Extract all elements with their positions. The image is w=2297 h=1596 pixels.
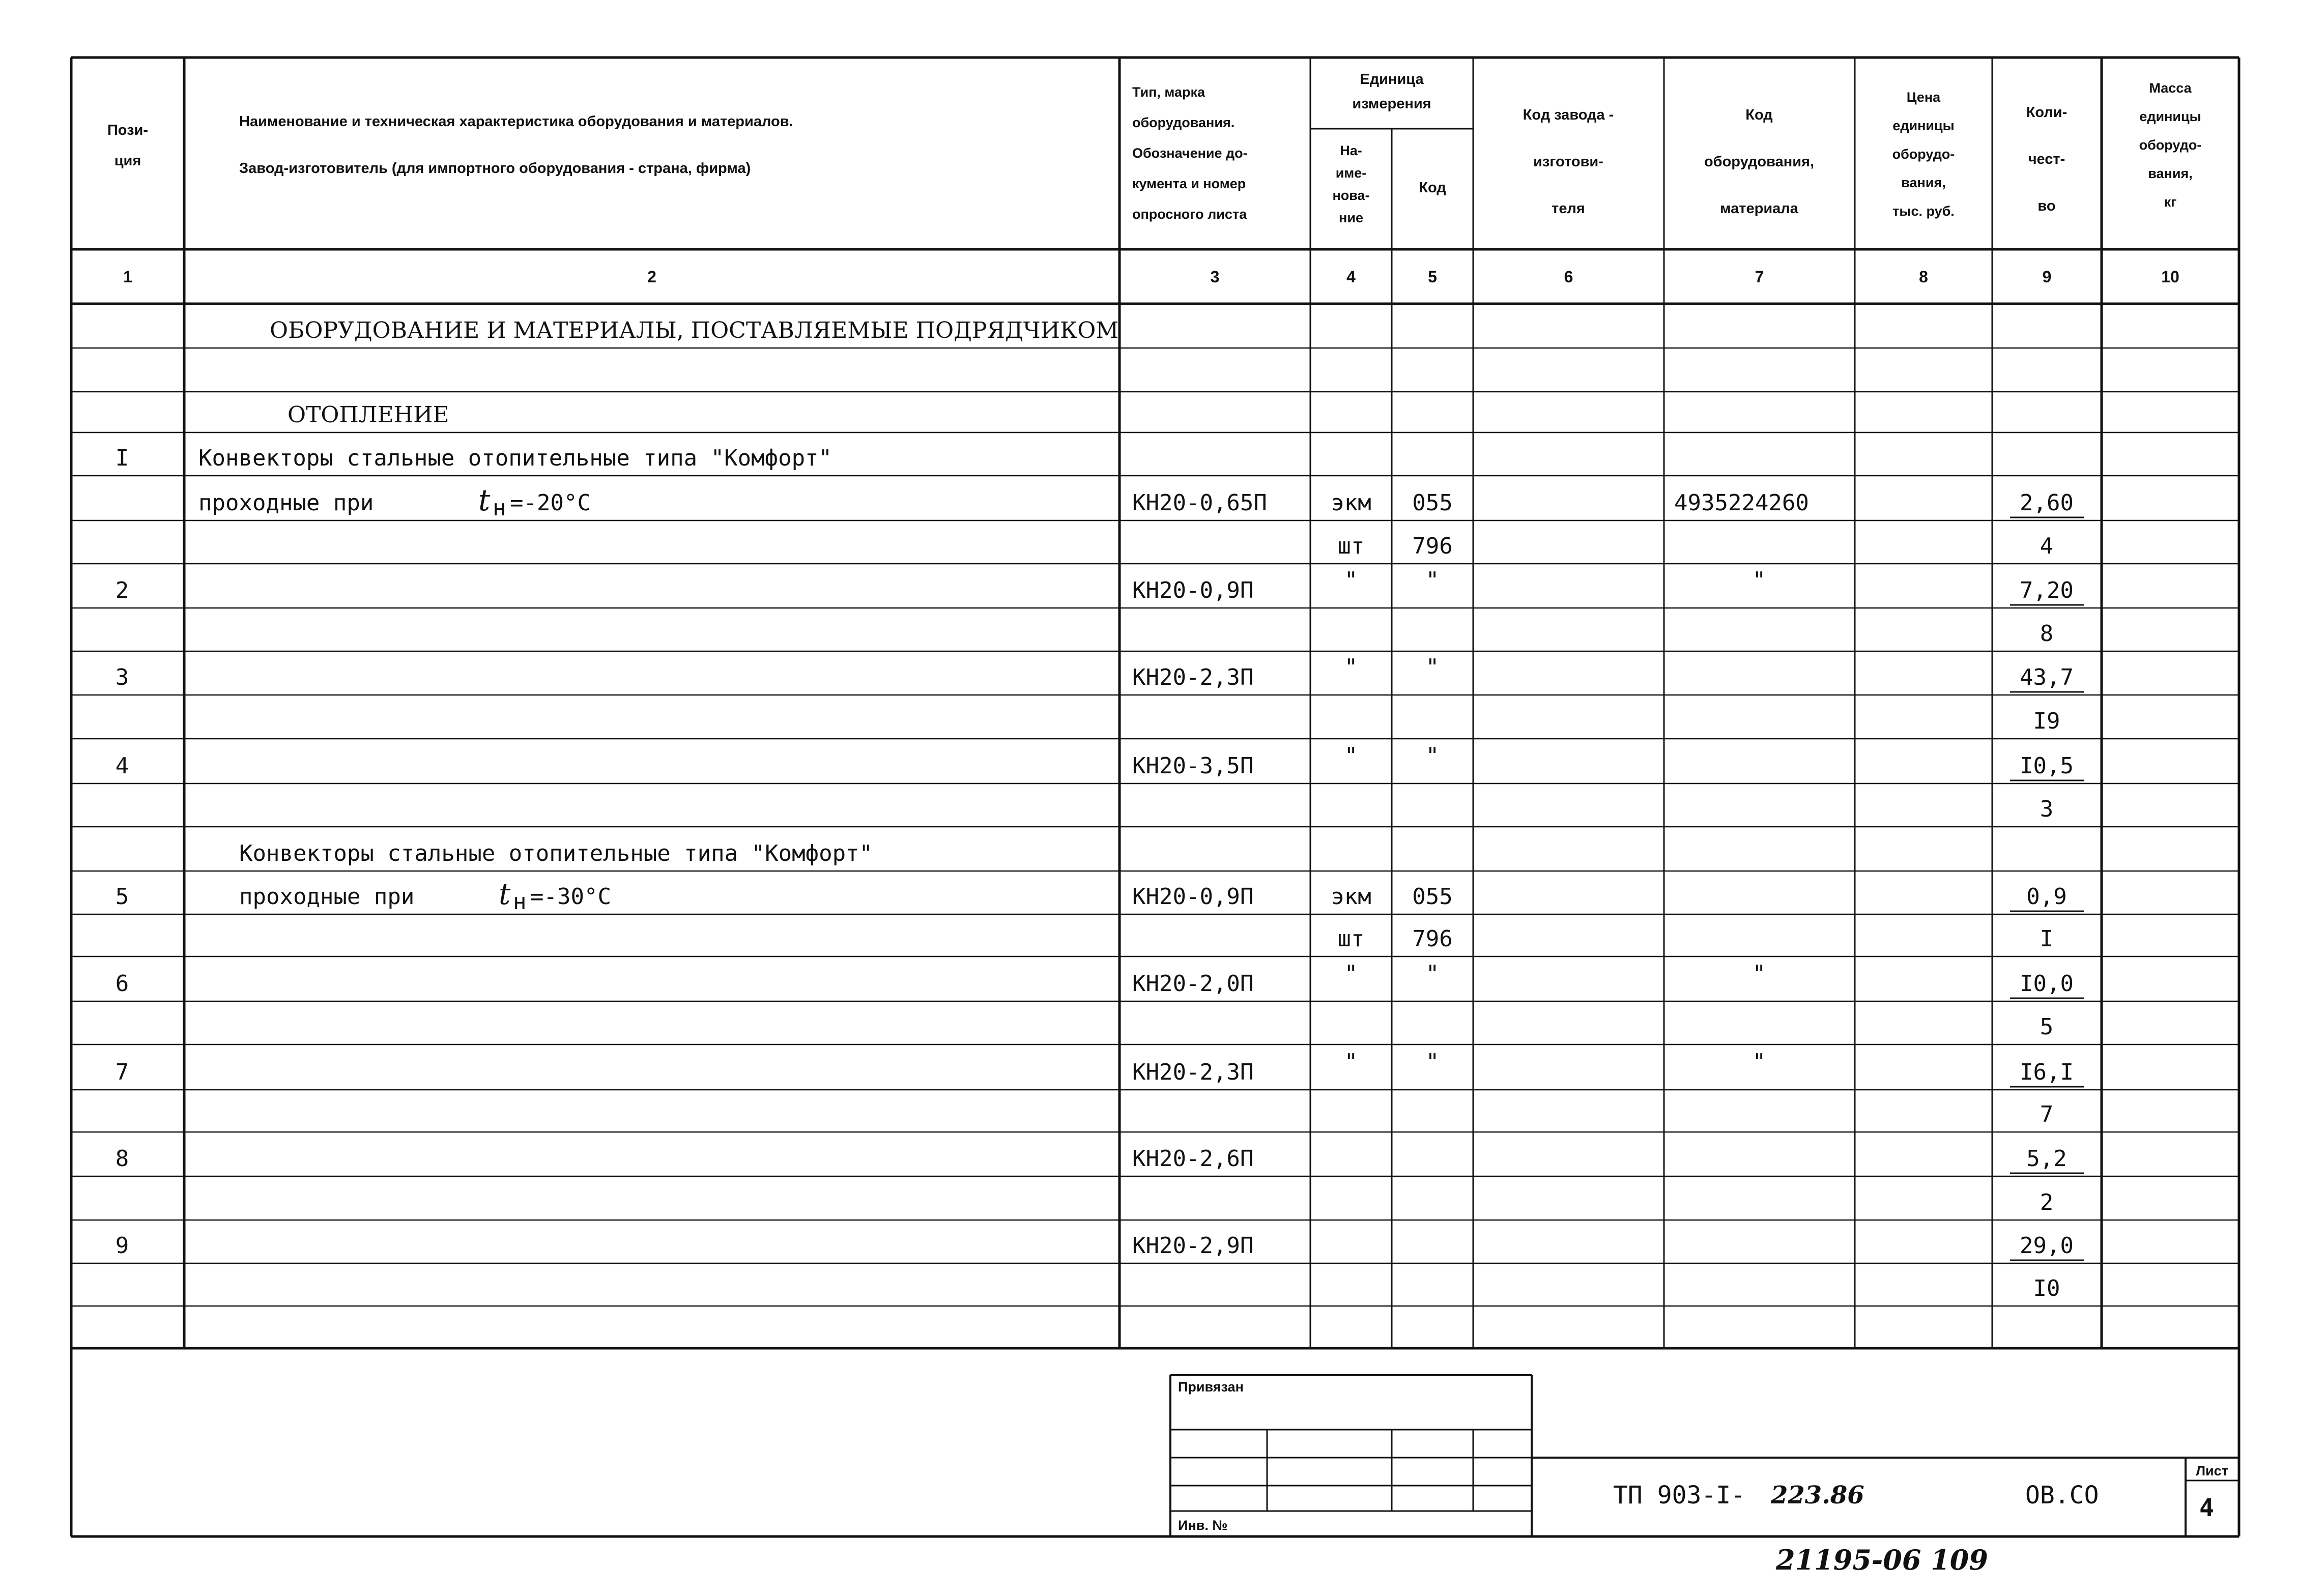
header-unit-price: единицы: [1892, 118, 1955, 133]
row-description: ОБОРУДОВАНИЕ И МАТЕРИАЛЫ, ПОСТАВЛЯЕМЫЕ ПОДРЯДЧИКОМ: [270, 317, 1119, 343]
row-unit: ": [1344, 743, 1358, 769]
header-type: Обозначение до-: [1132, 146, 1248, 161]
header-unit-price: оборудо-: [1892, 147, 1955, 162]
row-unit-code: ": [1425, 961, 1440, 986]
row-position: 2: [115, 577, 129, 603]
header-unit-mass: вания,: [2148, 166, 2193, 181]
column-number: 6: [1564, 268, 1573, 286]
header-unit-mass: Масса: [2149, 80, 2192, 96]
row-quantity: 8: [2040, 621, 2054, 647]
temperature-value: =-20°C: [510, 490, 591, 516]
row-description: Конвекторы стальные отопительные типа "Комфорт": [198, 445, 832, 471]
row-quantity: 3: [2040, 796, 2054, 822]
row-type: КН20-2,0П: [1132, 971, 1254, 997]
sheet-number: 4: [2199, 1494, 2214, 1522]
header-unit-name: ние: [1339, 210, 1363, 225]
row-type: КН20-0,9П: [1132, 577, 1254, 603]
header-unit-mass: оборудо-: [2139, 137, 2202, 153]
row-unit: ": [1344, 961, 1358, 986]
header-position: ция: [114, 153, 141, 169]
temperature-subscript: н: [513, 889, 527, 915]
document-mark: ОВ.СО: [2025, 1481, 2099, 1510]
header-equipment-code: Код: [1745, 107, 1773, 123]
header-unit-code: Код: [1419, 180, 1446, 196]
header-type: кумента и номер: [1132, 176, 1246, 191]
row-quantity: 0,9: [2026, 884, 2067, 910]
row-unit-code: 055: [1412, 490, 1453, 516]
row-unit: шт: [1337, 926, 1365, 952]
row-quantity: I0,0: [2020, 971, 2074, 997]
column-number: 1: [123, 268, 132, 286]
header-quantity: чест-: [2028, 151, 2065, 167]
header-type: оборудования.: [1132, 115, 1235, 130]
row-type: КН20-2,3П: [1132, 1059, 1254, 1085]
row-unit-code: ": [1425, 567, 1440, 593]
header-position: Пози-: [107, 122, 149, 138]
row-position: 5: [115, 884, 129, 910]
header-quantity: Коли-: [2026, 104, 2068, 121]
handwritten-note: 21195-06 109: [1776, 1544, 1988, 1576]
header-equipment-code: оборудования,: [1704, 154, 1815, 170]
row-unit-code: 796: [1412, 926, 1453, 952]
row-quantity: 2: [2040, 1189, 2054, 1215]
document-code-number: 223.86: [1771, 1481, 1864, 1510]
header-unit-group: Единица: [1360, 71, 1424, 88]
header-unit-name: нова-: [1332, 188, 1370, 203]
temperature-value: =-30°C: [530, 884, 611, 910]
header-unit-mass: кг: [2164, 194, 2177, 210]
header-unit-price: вания,: [1901, 175, 1946, 190]
row-type: КН20-2,3П: [1132, 664, 1254, 690]
header-unit-name: име-: [1335, 165, 1367, 181]
inventory-label: Инв. №: [1178, 1518, 1228, 1533]
table-body: [116, 317, 2074, 1301]
column-numbers: [123, 268, 2179, 286]
row-quantity: 5,2: [2026, 1146, 2067, 1172]
header-name: Завод-изготовитель (для импортного оборудования - страна, фирма): [239, 160, 751, 177]
row-equipment-code: ": [1752, 567, 1766, 593]
title-block: [1170, 1375, 2239, 1576]
table-header: [107, 71, 2201, 225]
row-type: КН20-0,65П: [1132, 490, 1267, 516]
row-quantity: 2,60: [2020, 490, 2074, 516]
header-unit-name: На-: [1340, 143, 1362, 158]
row-quantity: I0,5: [2020, 753, 2074, 779]
attached-label: Привязан: [1178, 1379, 1244, 1395]
row-unit: ": [1344, 1049, 1358, 1075]
row-unit: экм: [1331, 490, 1371, 516]
row-quantity: 5: [2040, 1014, 2054, 1040]
column-number: 10: [2161, 268, 2179, 286]
row-unit-code: 796: [1412, 533, 1453, 559]
row-quantity: 7,20: [2020, 577, 2074, 603]
row-position: 6: [115, 971, 129, 997]
row-description: ОТОПЛЕНИЕ: [288, 402, 449, 428]
row-unit-code: 055: [1412, 884, 1453, 910]
row-quantity: 43,7: [2020, 664, 2074, 690]
row-position: 7: [115, 1059, 129, 1085]
row-description: Конвекторы стальные отопительные типа "Комфорт": [239, 840, 873, 866]
row-type: КН20-3,5П: [1132, 753, 1254, 779]
header-unit-price: тыс. руб.: [1892, 204, 1955, 219]
row-unit-code: ": [1425, 654, 1440, 680]
row-equipment-code: 4935224260: [1674, 490, 1809, 516]
header-type: опросного листа: [1132, 207, 1247, 222]
row-unit: ": [1344, 567, 1358, 593]
column-number: 8: [1919, 268, 1928, 286]
column-number: 9: [2042, 268, 2052, 286]
header-factory-code: Код завода -: [1523, 107, 1614, 123]
header-unit-mass: единицы: [2139, 109, 2201, 124]
row-equipment-code: ": [1752, 1049, 1766, 1075]
header-factory-code: теля: [1552, 200, 1585, 217]
row-unit: шт: [1337, 533, 1365, 559]
row-quantity: 4: [2040, 533, 2054, 559]
temperature-subscript: н: [493, 495, 506, 521]
temperature-symbol: t: [478, 483, 491, 517]
table-grid: [71, 57, 2239, 1536]
row-type: КН20-0,9П: [1132, 884, 1254, 910]
column-number: 5: [1428, 268, 1437, 286]
header-type: Тип, марка: [1132, 84, 1205, 100]
temperature-note: [499, 877, 611, 915]
row-position: 8: [115, 1146, 129, 1172]
row-description: проходные при: [239, 884, 415, 910]
row-equipment-code: ": [1752, 961, 1766, 986]
column-number: 3: [1210, 268, 1220, 286]
row-type: КН20-2,6П: [1132, 1146, 1254, 1172]
column-number: 2: [647, 268, 656, 286]
temperature-symbol: t: [499, 877, 511, 911]
row-position: 3: [115, 664, 129, 690]
row-unit-code: ": [1425, 743, 1440, 769]
column-number: 4: [1346, 268, 1356, 286]
row-position: 4: [115, 753, 129, 779]
row-position: I: [115, 445, 129, 471]
row-quantity: I9: [2033, 708, 2060, 734]
column-number: 7: [1755, 268, 1764, 286]
row-quantity: 7: [2040, 1101, 2054, 1127]
row-quantity: I0: [2033, 1275, 2060, 1301]
row-description: проходные при: [198, 490, 374, 516]
header-unit-price: Цена: [1906, 90, 1941, 105]
row-unit-code: ": [1425, 1049, 1440, 1075]
sheet-label: Лист: [2196, 1463, 2228, 1478]
row-unit: экм: [1331, 884, 1371, 910]
document-code-prefix: ТП 903-I-: [1613, 1481, 1746, 1510]
temperature-note: [478, 483, 591, 521]
header-quantity: во: [2037, 198, 2056, 214]
header-name: Наименование и техническая характеристика оборудования и материалов.: [239, 113, 793, 130]
row-type: КН20-2,9П: [1132, 1233, 1254, 1259]
header-factory-code: изготови-: [1533, 154, 1603, 170]
row-quantity: 29,0: [2020, 1233, 2074, 1259]
row-unit: ": [1344, 654, 1358, 680]
row-quantity: I: [2040, 926, 2054, 952]
row-position: 9: [115, 1233, 129, 1259]
header-equipment-code: материала: [1720, 200, 1798, 217]
header-unit-group: измерения: [1352, 96, 1431, 112]
row-quantity: I6,I: [2020, 1059, 2074, 1085]
